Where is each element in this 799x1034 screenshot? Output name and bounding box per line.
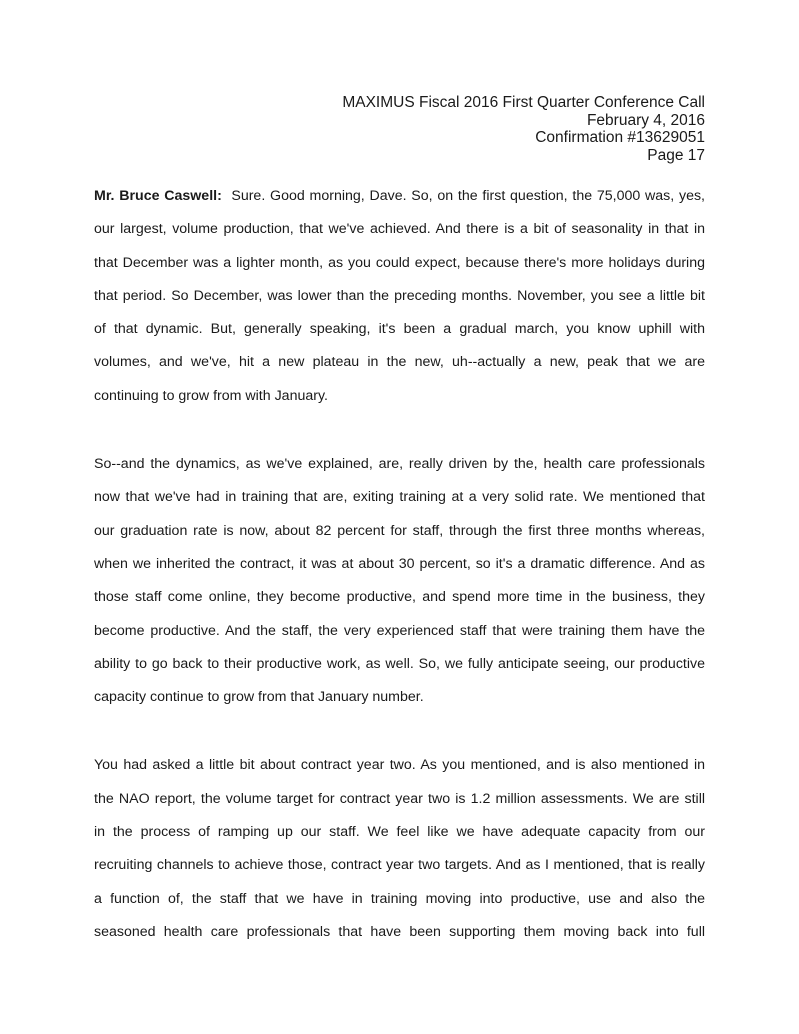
text-line: [94, 186, 705, 219]
call-title: MAXIMUS Fiscal 2016 First Quarter Conference Call: [342, 94, 705, 111]
paragraph-3: [94, 755, 705, 955]
text-line: volumes, and we've, hit a new plateau in the new, uh--actually a new, peak that we are: [94, 354, 705, 371]
page-header: [342, 94, 705, 164]
text-line: that period. So December, was lower than the preceding months. November, you see a little bit: [94, 287, 705, 304]
paragraph-spacer: [94, 419, 705, 454]
text-line: a function of, the staff that we have in training moving into productive, use and also the: [94, 890, 705, 907]
paragraph-2: [94, 454, 705, 720]
text-line: when we inherited the contract, it was at about 30 percent, so it's a dramatic difference. And as: [94, 555, 705, 572]
speaker-name: Mr. Bruce Caswell:: [94, 188, 222, 204]
text-line: capacity continue to grow from that January number.: [94, 689, 424, 706]
text-line: become productive. And the staff, the very experienced staff that were training them have the: [94, 622, 705, 639]
text-line: now that we've had in training that are, exiting training at a very solid rate. We mentioned that: [94, 489, 705, 506]
line-text: Sure. Good morning, Dave. So, on the first question, the 75,000 was, yes,: [231, 188, 705, 204]
text-line: recruiting channels to achieve those, contract year two targets. And as I mentioned, that is really: [94, 857, 705, 874]
transcript-body: [94, 186, 705, 955]
text-line: of that dynamic. But, generally speaking, it's been a gradual march, you know uphill with: [94, 321, 705, 338]
text-line: continuing to grow from with January.: [94, 387, 328, 404]
text-line: the NAO report, the volume target for contract year two is 1.2 million assessments. We are still: [94, 790, 705, 807]
call-date: February 4, 2016: [586, 111, 705, 129]
confirmation-number: Confirmation #13629051: [535, 129, 705, 146]
text-line: that December was a lighter month, as you could expect, because there's more holidays during: [94, 254, 705, 271]
page-number: Page 17: [647, 146, 705, 164]
text-line: ability to go back to their productive work, as well. So, we fully anticipate seeing, our productive: [94, 655, 705, 672]
text-line: those staff come online, they become productive, and spend more time in the business, they: [94, 589, 705, 606]
text-line: You had asked a little bit about contract year two. As you mentioned, and is also mentioned in: [94, 757, 705, 774]
text-line: So--and the dynamics, as we've explained, are, really driven by the, health care professionals: [94, 456, 705, 473]
text-line: in the process of ramping up our staff. We feel like we have adequate capacity from our: [94, 824, 705, 841]
paragraph-1: [94, 186, 705, 419]
text-line: seasoned health care professionals that have been supporting them moving back into full: [94, 923, 705, 940]
text-line: our largest, volume production, that we've achieved. And there is a bit of seasonality in that in: [94, 221, 705, 238]
paragraph-spacer: [94, 720, 705, 755]
text-line: our graduation rate is now, about 82 percent for staff, through the first three months whereas,: [94, 522, 705, 539]
